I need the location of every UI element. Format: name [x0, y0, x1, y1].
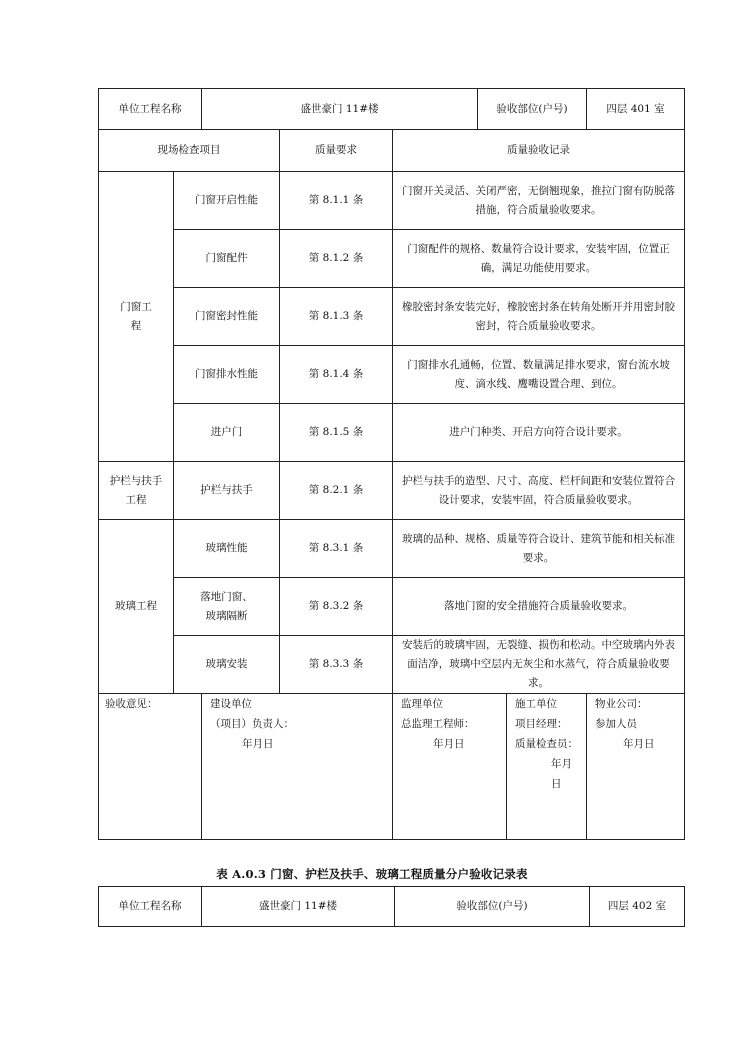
group-rail — [99, 462, 174, 520]
group-glass: 玻璃工程 — [99, 520, 174, 694]
item-cell-text: 落地门窗、玻璃隔断 — [200, 590, 253, 622]
table-row — [99, 230, 685, 288]
record-cell: 门窗配件的规格、数量符合设计要求，安装牢固，位置正确，满足功能使用要求。 — [393, 230, 685, 288]
group-rail-label: 护栏与扶手工程 — [109, 474, 163, 506]
part-value: 四层 401 室 — [587, 89, 685, 130]
item-cell: 门窗配件 — [174, 230, 280, 288]
record-cell: 门窗开关灵活、关闭严密，无倒翘现象，推拉门窗有防脱落措施，符合质量验收要求。 — [393, 172, 685, 230]
column-header-row — [99, 130, 685, 172]
table-row — [99, 404, 685, 462]
header-info-row — [99, 89, 685, 130]
property-date: 年月日 — [623, 738, 655, 750]
construction-cell — [507, 694, 587, 840]
property-cell — [587, 694, 685, 840]
table-row — [99, 636, 685, 694]
table-title: 表 A.0.3 门窗、护栏及扶手、玻璃工程质量分户验收记录表 — [216, 867, 528, 881]
item-cell — [174, 578, 280, 636]
opinion-cell — [99, 694, 202, 840]
supervision-cell — [393, 694, 507, 840]
build-resp-label: （项目）负责人： — [210, 718, 294, 730]
requirement-header: 质量要求 — [280, 130, 393, 172]
table-row — [99, 288, 685, 346]
record-cell: 玻璃的品种、规格、质量等符合设计、建筑节能和相关标准要求。 — [393, 520, 685, 578]
construction-manager-label: 项目经理： — [515, 718, 568, 730]
requirement-cell: 第 8.3.3 条 — [280, 636, 393, 694]
property-company-label: 物业公司： — [595, 698, 648, 710]
item-cell: 门窗开启性能 — [174, 172, 280, 230]
requirement-cell: 第 8.1.1 条 — [280, 172, 393, 230]
second-table — [98, 886, 685, 927]
requirement-cell: 第 8.1.5 条 — [280, 404, 393, 462]
part-value: 四层 402 室 — [590, 887, 685, 927]
supervision-unit-label: 监理单位 — [401, 698, 443, 710]
table-row — [99, 172, 685, 230]
record-cell: 安装后的玻璃牢固，无裂缝、损伤和松动。中空玻璃内外表面洁净，玻璃中空层内无灰尘和水蒸气，符合质量验收要求。 — [393, 636, 685, 694]
item-cell: 门窗密封性能 — [174, 288, 280, 346]
table-row — [99, 346, 685, 404]
property-person-label: 参加人员 — [595, 718, 638, 730]
table-row — [99, 520, 685, 578]
record-cell: 落地门窗的安全措施符合质量验收要求。 — [393, 578, 685, 636]
record-cell: 护栏与扶手的造型、尺寸、高度、栏杆间距和安装位置符合设计要求，安装牢固，符合质量验收要求。 — [393, 462, 685, 520]
construction-date: 年月日 — [551, 758, 572, 790]
requirement-cell: 第 8.1.2 条 — [280, 230, 393, 288]
item-cell: 进户门 — [174, 404, 280, 462]
signature-row — [99, 694, 685, 840]
acceptance-record-table — [98, 88, 685, 840]
build-unit-cell — [202, 694, 393, 840]
requirement-cell: 第 8.1.4 条 — [280, 346, 393, 404]
header-info-row — [99, 887, 685, 927]
table-row — [99, 578, 685, 636]
construction-unit-label: 施工单位 — [515, 698, 557, 710]
item-cell: 门窗排水性能 — [174, 346, 280, 404]
group-door — [99, 172, 174, 462]
table-row — [99, 462, 685, 520]
record-cell: 门窗排水孔通畅，位置、数量满足排水要求，窗台流水坡度、滴水线、鹰嘴设置合理、到位。 — [393, 346, 685, 404]
part-label: 验收部位(户号) — [478, 89, 587, 130]
group-door-label: 门窗工程 — [120, 300, 152, 332]
construction-inspector-label: 质量检查员： — [515, 738, 578, 750]
requirement-cell: 第 8.2.1 条 — [280, 462, 393, 520]
requirement-cell: 第 8.1.3 条 — [280, 288, 393, 346]
unit-name-value: 盛世豪门 11#楼 — [202, 89, 478, 130]
record-cell: 橡胶密封条安装完好，橡胶密封条在转角处断开并用密封胶密封，符合质量验收要求。 — [393, 288, 685, 346]
unit-name-label: 单位工程名称 — [99, 887, 202, 927]
unit-name-value: 盛世豪门 11#楼 — [202, 887, 395, 927]
record-header: 质量验收记录 — [393, 130, 685, 172]
unit-name-label: 单位工程名称 — [99, 89, 202, 130]
item-header: 现场检查项目 — [99, 130, 280, 172]
item-cell: 玻璃性能 — [174, 520, 280, 578]
item-cell: 玻璃安装 — [174, 636, 280, 694]
requirement-cell: 第 8.3.1 条 — [280, 520, 393, 578]
build-date: 年月日 — [242, 738, 274, 750]
supervision-chief-label: 总监理工程师： — [401, 718, 475, 730]
record-cell: 进户门种类、开启方向符合设计要求。 — [393, 404, 685, 462]
requirement-cell: 第 8.3.2 条 — [280, 578, 393, 636]
item-cell: 护栏与扶手 — [174, 462, 280, 520]
part-label: 验收部位(户号) — [395, 887, 590, 927]
build-unit-label: 建设单位 — [210, 698, 252, 710]
opinion-label: 验收意见： — [105, 698, 158, 710]
supervision-date: 年月日 — [433, 738, 465, 750]
